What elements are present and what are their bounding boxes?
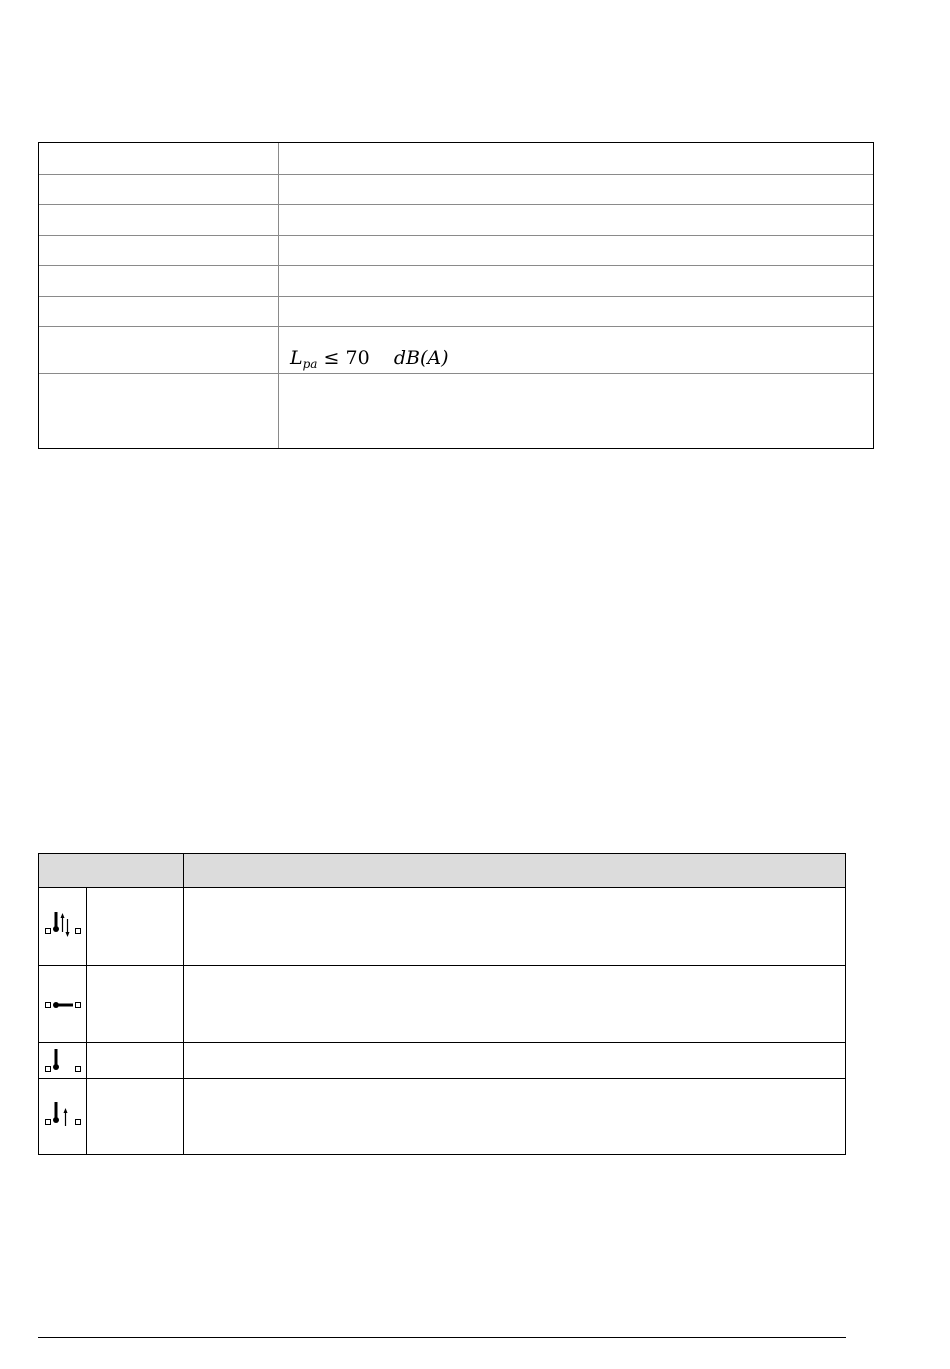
spec-row xyxy=(39,174,873,204)
spec-value xyxy=(279,266,873,296)
spec-key xyxy=(39,236,278,265)
spec-value xyxy=(279,205,873,235)
icon-row xyxy=(39,1078,845,1154)
formula-subscript: pa xyxy=(302,357,318,371)
lever-up-down-icon xyxy=(43,910,83,942)
spec-key xyxy=(39,266,278,296)
lever-down-icon xyxy=(43,1045,83,1077)
spec-value xyxy=(279,175,873,204)
spec-value xyxy=(279,374,873,448)
icon-row xyxy=(39,1042,845,1078)
lever-horizontal-icon xyxy=(43,989,83,1021)
footer-rule xyxy=(38,1337,846,1338)
spec-value xyxy=(279,327,873,373)
icon-table xyxy=(38,853,846,1155)
spec-value xyxy=(279,143,873,174)
icon-row xyxy=(39,965,845,1042)
noise-level-formula xyxy=(290,347,449,375)
icon-table-header xyxy=(39,854,845,888)
spec-key xyxy=(39,205,278,235)
spec-key xyxy=(39,297,278,326)
icon-row xyxy=(39,888,845,965)
spec-value xyxy=(279,297,873,326)
spec-row-noise xyxy=(39,326,873,373)
icon-label xyxy=(87,966,183,1042)
formula-unit: dB(A) xyxy=(393,347,449,369)
column-divider xyxy=(183,854,184,887)
spec-row xyxy=(39,204,873,235)
icon-label xyxy=(87,888,183,965)
spec-row xyxy=(39,265,873,296)
spec-table xyxy=(38,142,874,449)
spec-key xyxy=(39,374,278,448)
icon-label xyxy=(87,1043,183,1078)
icon-description xyxy=(184,888,845,965)
spec-row xyxy=(39,235,873,265)
spec-row xyxy=(39,373,873,448)
icon-description xyxy=(184,966,845,1042)
formula-symbol: L xyxy=(290,347,303,369)
spec-value xyxy=(279,236,873,265)
spec-key xyxy=(39,175,278,204)
icon-description xyxy=(184,1043,845,1078)
spec-key xyxy=(39,143,278,174)
spec-key xyxy=(39,327,278,373)
icon-label xyxy=(87,1079,183,1154)
spec-row xyxy=(39,143,873,174)
icon-description xyxy=(184,1079,845,1154)
formula-operator: ≤ xyxy=(323,347,340,369)
spec-row xyxy=(39,296,873,326)
formula-number: 70 xyxy=(345,347,370,369)
lever-up-icon xyxy=(43,1100,83,1132)
